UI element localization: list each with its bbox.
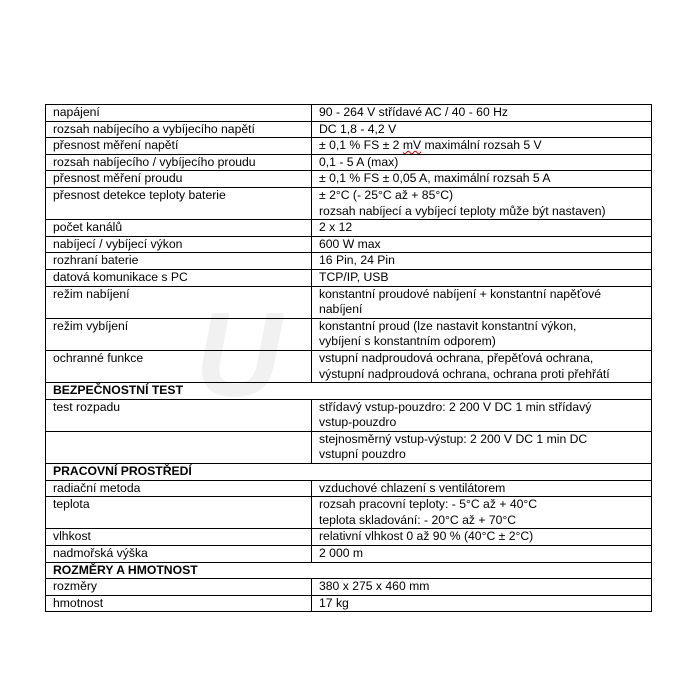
spec-label: datová komunikace s PC: [46, 269, 312, 286]
spec-value-line: vstupní pouzdro: [319, 447, 406, 462]
spec-value: [312, 480, 652, 497]
spec-value-line: vzduchové chlazení s ventilátorem: [319, 480, 506, 495]
spec-row: [46, 121, 652, 138]
spec-value-line: ± 2°C (- 25°C až + 85°C): [319, 187, 454, 202]
spec-row: [46, 480, 652, 497]
spec-value-line: 90 - 264 V střídavé AC / 40 - 60 Hz: [319, 105, 509, 119]
spec-label: rozhraní baterie: [46, 253, 312, 270]
spec-label: počet kanálů: [46, 220, 312, 237]
section-title: ROZMĚRY A HMOTNOST: [46, 562, 652, 579]
spec-value: [312, 399, 652, 431]
spec-value: [312, 595, 652, 612]
spec-value-line: 600 W max: [319, 236, 381, 251]
spec-value-line: vstup-pouzdro: [319, 415, 397, 430]
spec-label: vlhkost: [46, 529, 312, 546]
section-header-row: [46, 562, 652, 579]
spellcheck-mark: mV: [402, 138, 422, 153]
spec-value: [312, 138, 652, 155]
spec-value-line: ± 0,1 % FS ± 0,05 A, maximální rozsah 5 A: [319, 171, 551, 186]
spec-label: [46, 431, 312, 463]
spec-row: [46, 431, 652, 463]
spec-value: [312, 220, 652, 237]
spec-value: [312, 171, 652, 188]
section-title: BEZPEČNOSTNÍ TEST: [46, 383, 652, 400]
spec-value: [312, 529, 652, 546]
spec-row: [46, 497, 652, 529]
spec-table: [45, 104, 652, 612]
spec-value: [312, 579, 652, 596]
spec-value-line: 0,1 - 5 A (max): [319, 154, 399, 169]
spec-value: [312, 105, 652, 122]
section-title: PRACOVNÍ PROSTŘEDÍ: [46, 464, 652, 481]
spec-value: [312, 350, 652, 382]
spec-value-line: 17 kg: [319, 595, 349, 610]
spec-value: [312, 431, 652, 463]
spec-value-line: střídavý vstup-pouzdro: 2 200 V DC 1 min střídavý: [319, 399, 592, 414]
spec-row: [46, 546, 652, 563]
spec-row: [46, 579, 652, 596]
watermark-logo: U: [195, 288, 278, 422]
spec-value-line: vybíjení s konstantním odporem): [319, 334, 496, 349]
spec-value: [312, 497, 652, 529]
spec-table-body: [46, 105, 652, 612]
spec-row: [46, 220, 652, 237]
spec-label: rozsah nabíjecího / vybíjecího proudu: [46, 154, 312, 171]
spec-value: [312, 269, 652, 286]
spec-label: hmotnost: [46, 595, 312, 612]
spec-value-line: rozsah nabíjecí a vybíjecí teploty může být nastaven): [319, 203, 606, 218]
spec-label: přesnost detekce teploty baterie: [46, 187, 312, 219]
spec-row: [46, 595, 652, 612]
spec-row: [46, 105, 652, 122]
spec-row: [46, 399, 652, 431]
spec-value-line: ± 0,1 % FS ± 2 mV maximální rozsah 5 V: [319, 138, 542, 153]
spec-value: [312, 236, 652, 253]
spec-label: ochranné funkce: [46, 350, 312, 382]
spec-label: test rozpadu: [46, 399, 312, 431]
spec-label: radiační metoda: [46, 480, 312, 497]
spec-value-line: relativní vlhkost 0 až 90 % (40°C ± 2°C): [319, 529, 534, 544]
spec-value: [312, 253, 652, 270]
spec-label: nabíjecí / vybíjecí výkon: [46, 236, 312, 253]
spec-value: [312, 286, 652, 318]
spec-label: režim vybíjení: [46, 318, 312, 350]
spec-row: [46, 318, 652, 350]
spec-row: [46, 269, 652, 286]
spec-row: [46, 187, 652, 219]
spec-value-line: konstantní proudové nabíjení + konstantní napěťové: [319, 286, 602, 301]
spec-value: [312, 187, 652, 219]
spec-row: [46, 529, 652, 546]
spec-row: [46, 350, 652, 382]
spec-value: [312, 318, 652, 350]
spec-row: [46, 138, 652, 155]
spec-value-line: teplota skladování: - 20°C až + 70°C: [319, 512, 517, 527]
spec-label: nadmořská výška: [46, 546, 312, 563]
spec-value-line: 380 x 275 x 460 mm: [319, 579, 430, 594]
spec-label: teplota: [46, 497, 312, 529]
spec-label: rozsah nabíjecího a vybíjecího napětí: [46, 121, 312, 138]
spec-value-line: výstupní nadproudová ochrana, ochrana proti přehřátí: [319, 366, 610, 381]
spec-value-line: konstantní proud (lze nastavit konstantní výkon,: [319, 318, 577, 333]
spec-value-line: vstupní nadproudová ochrana, přepěťová ochrana,: [319, 350, 594, 365]
spec-value: [312, 121, 652, 138]
spec-label: režim nabíjení: [46, 286, 312, 318]
spec-value-line: 16 Pin, 24 Pin: [319, 253, 395, 268]
section-header-row: [46, 464, 652, 481]
spec-value-line: 2 000 m: [319, 546, 364, 561]
spec-row: [46, 154, 652, 171]
section-header-row: [46, 383, 652, 400]
spec-row: [46, 253, 652, 270]
spec-label: rozměry: [46, 579, 312, 596]
spec-label: napájení: [46, 105, 312, 122]
spec-value-line: TCP/IP, USB: [319, 269, 389, 284]
spec-row: [46, 171, 652, 188]
spec-value-line: 2 x 12: [319, 220, 353, 235]
spec-row: [46, 236, 652, 253]
spec-value: [312, 546, 652, 563]
spec-value-line: DC 1,8 - 4,2 V: [319, 121, 397, 136]
spec-label: přesnost měření napětí: [46, 138, 312, 155]
spec-value-line: stejnosměrný vstup-výstup: 2 200 V DC 1 min DC: [319, 431, 588, 446]
spec-value-line: rozsah pracovní teploty: - 5°C až + 40°C: [319, 497, 538, 512]
spec-row: [46, 286, 652, 318]
spec-value: [312, 154, 652, 171]
spec-label: přesnost měření proudu: [46, 171, 312, 188]
spec-value-line: nabíjení: [319, 302, 363, 317]
